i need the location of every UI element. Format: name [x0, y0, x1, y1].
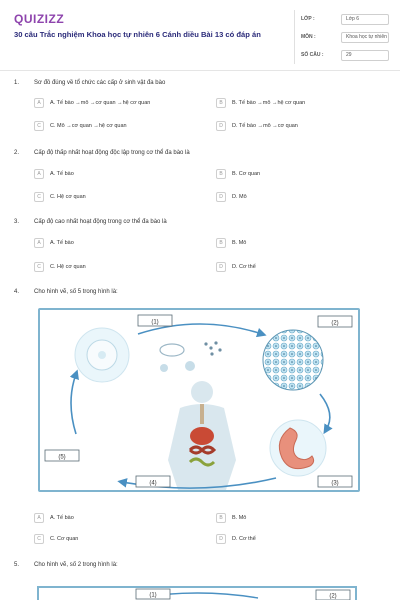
meta-value: Lớp 6	[341, 14, 389, 25]
option-letter-box: D	[216, 534, 226, 544]
option-letter-box: C	[34, 192, 44, 202]
body-organization-figure	[38, 308, 360, 492]
option-letter-box: A	[34, 513, 44, 523]
option-b[interactable]	[216, 512, 246, 524]
option-letter-box: B	[216, 238, 226, 248]
organelles-image	[160, 341, 222, 372]
meta-row-count	[295, 46, 391, 64]
meta-key: LỚP :	[301, 16, 315, 22]
figure-label-text: (5)	[58, 454, 66, 461]
option-a[interactable]	[34, 512, 74, 524]
figure-partial-illustration	[0, 586, 400, 600]
meta-value: 29	[341, 50, 389, 61]
option-text: B. Tế bào →mô →hệ cơ quan	[232, 100, 306, 106]
option-c[interactable]	[34, 120, 127, 132]
cell-image	[75, 328, 129, 382]
figure-label-1	[138, 315, 172, 326]
figure-label-4	[136, 476, 170, 487]
figure-label-text: (1)	[151, 319, 159, 326]
option-c[interactable]	[34, 191, 86, 203]
option-letter-box: D	[216, 121, 226, 131]
question-number: 4.	[14, 289, 20, 295]
question-text: Cấp độ cao nhất hoạt động trong cơ thể đa bào là	[34, 219, 167, 225]
option-text: D. Cơ thể	[232, 536, 256, 542]
stomach-image	[270, 420, 326, 476]
worksheet-meta	[294, 10, 391, 64]
meta-key: MÔN :	[301, 34, 316, 40]
option-letter-box: A	[34, 169, 44, 179]
figure-label-5	[45, 450, 79, 461]
option-b[interactable]	[216, 168, 260, 180]
meta-value: Khoa học tự nhiên	[341, 32, 389, 43]
question-5-figure-partial	[0, 586, 400, 600]
option-a[interactable]	[34, 237, 74, 249]
option-b[interactable]	[216, 237, 246, 249]
option-text: A. Tế bào	[50, 171, 74, 177]
question-text: Cấp độ thấp nhất hoạt động độc lập trong cơ thể đa bào là	[34, 150, 190, 156]
option-d[interactable]	[216, 120, 298, 132]
option-text: A. Tế bào	[50, 240, 74, 246]
question-number: 2.	[14, 150, 20, 156]
meta-row-class	[295, 10, 391, 28]
figure-label-text: (3)	[331, 480, 339, 487]
question-text: Cho hình vẽ, số 2 trong hình là:	[34, 562, 118, 568]
quizizz-logo: QUIZIZZ	[14, 12, 65, 26]
option-a[interactable]	[34, 97, 150, 109]
figure-label-text: (1)	[149, 592, 157, 599]
figure-illustration	[40, 310, 358, 490]
option-d[interactable]	[216, 533, 256, 545]
question-number: 3.	[14, 219, 20, 225]
option-letter-box: C	[34, 534, 44, 544]
option-letter-box: B	[216, 169, 226, 179]
question-number: 1.	[14, 80, 20, 86]
option-text: C. Cơ quan	[50, 536, 79, 542]
question-text: Cho hình vẽ, số 5 trong hình là:	[34, 289, 118, 295]
option-text: A. Tế bào →mô →cơ quan →hệ cơ quan	[50, 100, 151, 106]
option-letter-box: C	[34, 262, 44, 272]
option-text: B. Cơ quan	[232, 171, 261, 177]
option-text: B. Mô	[232, 240, 247, 246]
option-c[interactable]	[34, 533, 78, 545]
option-text: D. Mô	[232, 194, 247, 200]
header-divider	[0, 70, 400, 71]
option-text: D. Tế bào →mô →cơ quan	[232, 123, 298, 129]
question-text: Sơ đồ đúng về tổ chức các cấp ở sinh vật đa bào	[34, 80, 166, 86]
option-text: D. Cơ thể	[232, 264, 256, 270]
option-a[interactable]	[34, 168, 74, 180]
option-letter-box: C	[34, 121, 44, 131]
worksheet-title: 30 câu Trắc nghiệm Khoa học tự nhiên 6 Cánh diều Bài 13 có đáp án	[14, 30, 261, 39]
option-letter-box: B	[216, 513, 226, 523]
human-body-image	[168, 381, 236, 490]
option-letter-box: D	[216, 192, 226, 202]
meta-row-subject	[295, 28, 391, 46]
option-d[interactable]	[216, 191, 247, 203]
option-text: C. Hệ cơ quan	[50, 194, 86, 200]
option-d[interactable]	[216, 261, 256, 273]
figure-label-2	[318, 316, 352, 327]
option-letter-box: B	[216, 98, 226, 108]
meta-key: SỐ CÂU :	[301, 52, 324, 58]
option-text: B. Mô	[232, 515, 247, 521]
option-b[interactable]	[216, 97, 305, 109]
option-c[interactable]	[34, 261, 86, 273]
figure-label-3	[318, 476, 352, 487]
option-text: C. Mô →cơ quan →hệ cơ quan	[50, 123, 127, 129]
option-text: A. Tế bào	[50, 515, 74, 521]
tissue-image	[263, 330, 323, 390]
figure-label-text: (4)	[149, 480, 157, 487]
question-number: 5.	[14, 562, 20, 568]
figure-label-text: (2)	[329, 593, 337, 600]
option-letter-box: A	[34, 98, 44, 108]
option-letter-box: D	[216, 262, 226, 272]
option-text: C. Hệ cơ quan	[50, 264, 86, 270]
figure-label-text: (2)	[331, 320, 339, 327]
option-letter-box: A	[34, 238, 44, 248]
